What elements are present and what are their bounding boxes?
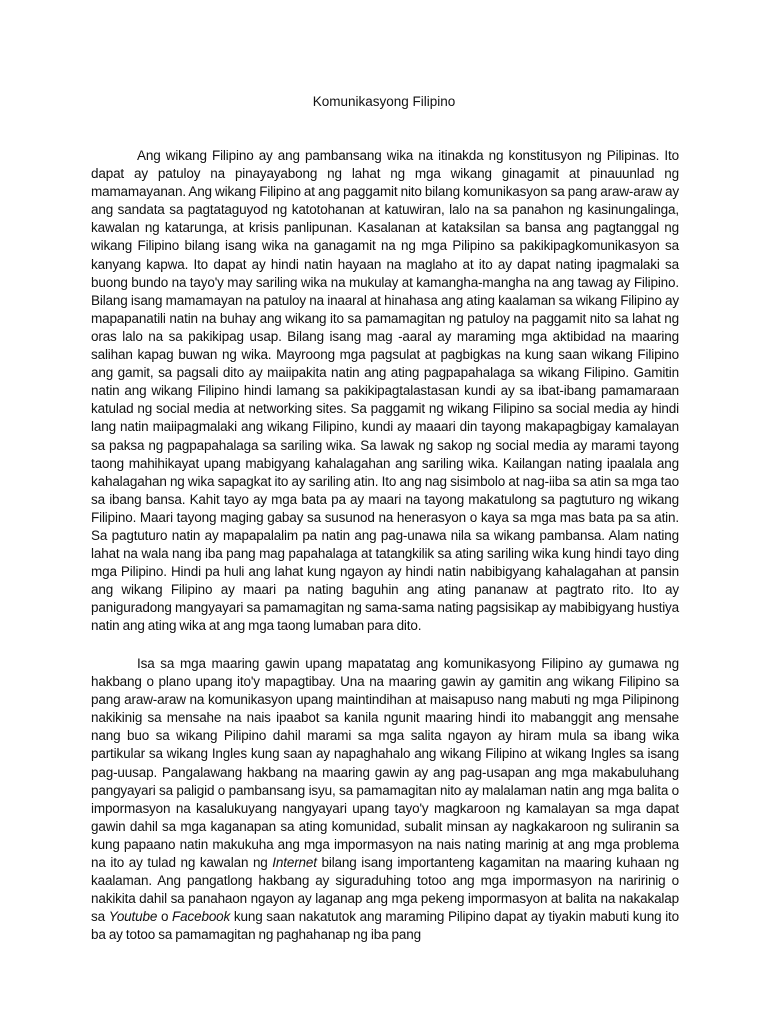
internet-term: Internet — [272, 855, 317, 871]
document-title: Komunikasyong Filipino — [312, 94, 456, 109]
paragraph-2-text-a: Isa sa mga maaring gawin upang mapatatag ang komunikasyong Filipino ay gumawa ng hakbang o plano upang ito'y mapagtibay. Una na maaring gawin ay gamitin ang wikang Filipino sa pang araw-araw na komunikasyon upang maintindihan at maisapuso nang mabuti ng mga Pilipinong nakikinig sa mensahe na nais ipaabot sa kanila ngunit maaring hindi ito mabanggit ang mensahe nang buo sa wikang Pilipino dahil marami sa mga salita ngayon ay hiram mula sa ibang wika partikular sa wikang Ingles kung saan ay napaghahalo ang wikang Filipino at wikang Ingles sa isang pag-uusap. Pangalawang hakbang na maaring gawin ay ang pag-usapan ang mga makabuluhang pangyayari sa paligid o pambansang isyu, sa pamamagitan nito ay malalaman natin ang mga balita o impormasyon na kasalukuyang nangyayari upang tayo'y magkaroon ng kamalayan sa mga dapat gawin dahil sa mga kaganapan sa ating komunidad, subalit minsan ay nagkakaroon ng suliranin sa kung papaano natin makukuha ang mga impormasyon na nais nating marinig at ang mga problema na ito ay tulad ng kawalan ng — [91, 656, 679, 871]
paragraph-2-text-b: bilang isang importanteng kagamitan na maaring kuhaan ng kaalaman. Ang pangatlong hakbang ay siguraduhing totoo ang mga impormasyon na naririnig o nakikita dahil sa panahaon ngayon ay laganap ang mga pekeng impormasyon at balita na nakakalap sa — [91, 855, 679, 925]
paragraph-2 — [91, 655, 679, 945]
paragraph-1: Ang wikang Filipino ay ang pambansang wika na itinakda ng konstitusyon ng Pilipinas. Ito dapat ay patuloy na pinayayabong ng lahat ng mga wikang ginagamit at pinauunlad ng mamamayanan. Ang wikang Filipino at ang paggamit nito bilang komunikasyon sa pang araw-araw ay ang sandata sa pagtataguyod ng katotohanan at katuwiran, lalo na sa panahon ng kasinungalinga, kawalan ng katarunga, at krisis panlipunan. Kasalanan at kataksilan sa bansa ang pagtanggal ng wikang Filipino bilang isang wika na ganagamit na ng mga Pilipino sa pakikipagkomunikasyon sa kanyang kapwa. Ito dapat ay hindi natin hayaan na maglaho at ito ay dapat nating ipagmalaki sa buong bundo na tayo'y may sariling wika na mukulay at kamangha-mangha na ang tawag ay Filipino. Bilang isang mamamayan na patuloy na inaaral at hinahasa ang ating kaalaman sa wikang Filipino ay mapapanatili natin na buhay ang wikang ito sa pamamagitan ng patuloy na paggamit nito sa lahat ng oras lalo na sa pakikipag usap. Bilang isang mag -aaral ay maraming mga aktibidad na maaring salihan kapag buwan ng wika. Mayroong mga pagsulat at pagbigkas na kung saan wikang Filipino ang gamit, sa pagsali dito ay maiipakita natin ang ating pagpapahalaga sa wikang Filipino. Gamitin natin ang wikang Filipino hindi lamang sa pakikipagtalastasan kundi ay sa ibat-ibang pamamaraan katulad ng social media at networking sites. Sa paggamit ng wikang Filipino sa social media ay hindi lang natin maiipagmalaki ang wikang Filipino, kundi ay maaari din tayong makapagbigay kamalayan sa paksa ng pagpapahalaga sa sariling wika. Sa lawak ng sakop ng social media ay marami tayong taong mahihikayat upang mabigyang kahalagahan ang sariling wika. Kailangan nating ipaalala ang kahalagahan ng wika sapagkat ito ay sariling atin. Ito ang nag sisimbolo at nag-iiba sa atin sa mga tao sa ibang bansa. Kahit tayo ay mga bata pa ay maari na tayong makatulong sa pagtuturo ng wikang Filipino. Maari tayong maging gabay sa susunod na henerasyon o kaya sa mga mas bata pa sa atin. Sa pagtuturo natin ay mapapalalim pa natin ang pag-unawa nila sa wikang pambansa. Alam nating lahat na wala nang iba pang mag papahalaga at tatangkilik sa ating sariling wika kung hindi tayo ding mga Pilipino. Hindi pa huli ang lahat kung ngayon ay hindi natin nabibigyang kahalagahan at pansin ang wikang Filipino ay maari pa nating baguhin ang ating pananaw at pagtrato rito. Ito ay paniguradong mangyayari sa pamamagitan ng sama-sama nating pagsisikap ay mabibigyang hustiya natin ang ating wika at ang mga taong lumaban para dito. — [91, 148, 679, 634]
facebook-term: Facebook — [172, 909, 231, 925]
paragraph-2-text-d: kung saan nakatutok ang maraming Pilipino dapat ay tiyakin mabuti kung ito ba ay totoo sa pamamagitan ng paghahanap ng iba pang — [91, 909, 680, 943]
paragraph-2-text-c: o — [157, 909, 173, 925]
youtube-term: Youtube — [108, 909, 158, 925]
